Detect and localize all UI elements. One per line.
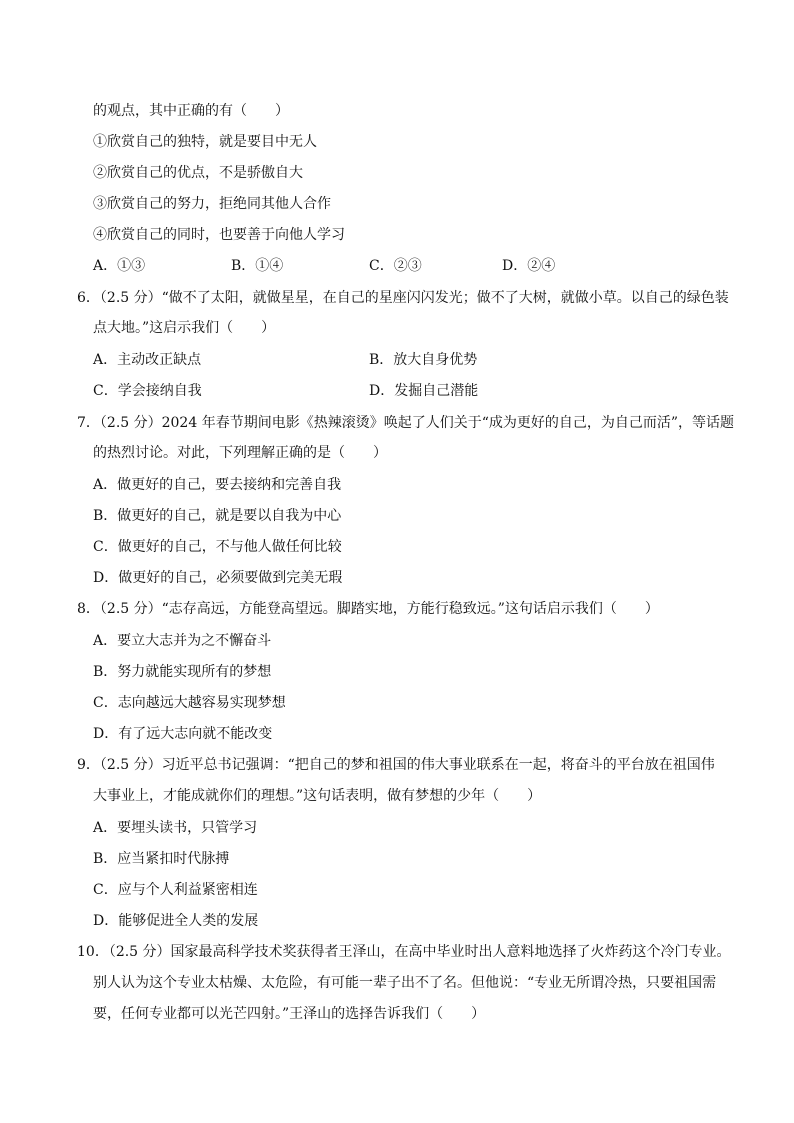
q6-option-a[interactable]: A．主动改正缺点 [93, 352, 202, 368]
q7-option-d[interactable]: D．做更好的自己，必须要做到完美无瑕 [93, 570, 343, 586]
q5-item-4: ④欣赏自己的同时，也要善于向他人学习 [93, 227, 345, 243]
q5-option-a[interactable]: A．①③ [93, 258, 146, 274]
q5-item-3: ③欣赏自己的努力，拒绝同其他人合作 [93, 196, 331, 212]
q8-option-c[interactable]: C．志向越远大越容易实现梦想 [93, 695, 286, 711]
q8-option-b[interactable]: B．努力就能实现所有的梦想 [93, 664, 272, 680]
q5-stem-continuation: 的观点，其中正确的有（ ） [93, 103, 289, 119]
q5-option-b[interactable]: B．①④ [231, 258, 284, 274]
q8-option-d[interactable]: D．有了远大志向就不能改变 [93, 726, 273, 742]
q9-option-a[interactable]: A．要埋头读书，只管学习 [93, 820, 258, 836]
q7-option-c[interactable]: C．做更好的自己，不与他人做任何比较 [93, 539, 342, 555]
q6-stem-line-1: 6．（2.5 分）“做不了太阳，就做星星，在自己的星座闪闪发光；做不了大树，就做小草。以自己的绿色装 [77, 290, 729, 306]
q8-option-a[interactable]: A．要立大志并为之不懈奋斗 [93, 633, 272, 649]
q9-stem-line-2: 大事业上，才能成就你们的理想。”这句话表明，做有梦想的少年（ ） [93, 788, 542, 804]
q6-option-b[interactable]: B．放大自身优势 [369, 352, 478, 368]
q9-stem-line-1: 9．（2.5 分）习近平总书记强调：“把自己的梦和祖国的伟大事业联系在一起，将奋斗的平台放在祖国伟 [77, 757, 715, 773]
q10-stem-line-3: 要，任何专业都可以光芒四射。”王泽山的选择告诉我们（ ） [93, 1006, 486, 1022]
q6-stem-line-2: 点大地。”这启示我们（ ） [93, 320, 276, 336]
q9-option-c[interactable]: C．应与个人利益紧密相连 [93, 882, 258, 898]
q9-option-b[interactable]: B．应当紧扣时代脉搏 [93, 851, 230, 867]
q7-stem-line-1: 7．（2.5 分）2024 年春节期间电影《热辣滚烫》唤起了人们关于“成为更好的自己，为自己而活”，等话题 [77, 415, 735, 431]
q6-option-d[interactable]: D．发掘自己潜能 [369, 383, 479, 399]
q10-stem-line-2: 别人认为这个专业太枯燥、太危险，有可能一辈子出不了名。但他说：“专业无所谓冷热，只要祖国需 [93, 975, 717, 991]
q10-stem-line-1: 10．（2.5 分）国家最高科学技术奖获得者王泽山，在高中毕业时出人意料地选择了火炸药这个冷门专业。 [77, 944, 731, 960]
q8-stem-line-1: 8．（2.5 分）“志存高远，方能登高望远。脚踏实地，方能行稳致远。”这句话启示我们（ ） [77, 601, 659, 617]
q5-item-2: ②欣赏自己的优点，不是骄傲自大 [93, 165, 303, 181]
q7-option-a[interactable]: A．做更好的自己，要去接纳和完善自我 [93, 477, 342, 493]
q7-stem-line-2: 的热烈讨论。对此，下列理解正确的是（ ） [93, 445, 387, 461]
q5-item-1: ①欣赏自己的独特，就是要目中无人 [93, 134, 317, 150]
q9-option-d[interactable]: D．能够促进全人类的发展 [93, 913, 259, 929]
q5-option-c[interactable]: C．②③ [369, 258, 422, 274]
q6-option-c[interactable]: C．学会接纳自我 [93, 383, 202, 399]
q5-option-d[interactable]: D．②④ [502, 258, 556, 274]
q7-option-b[interactable]: B．做更好的自己，就是要以自我为中心 [93, 508, 342, 524]
